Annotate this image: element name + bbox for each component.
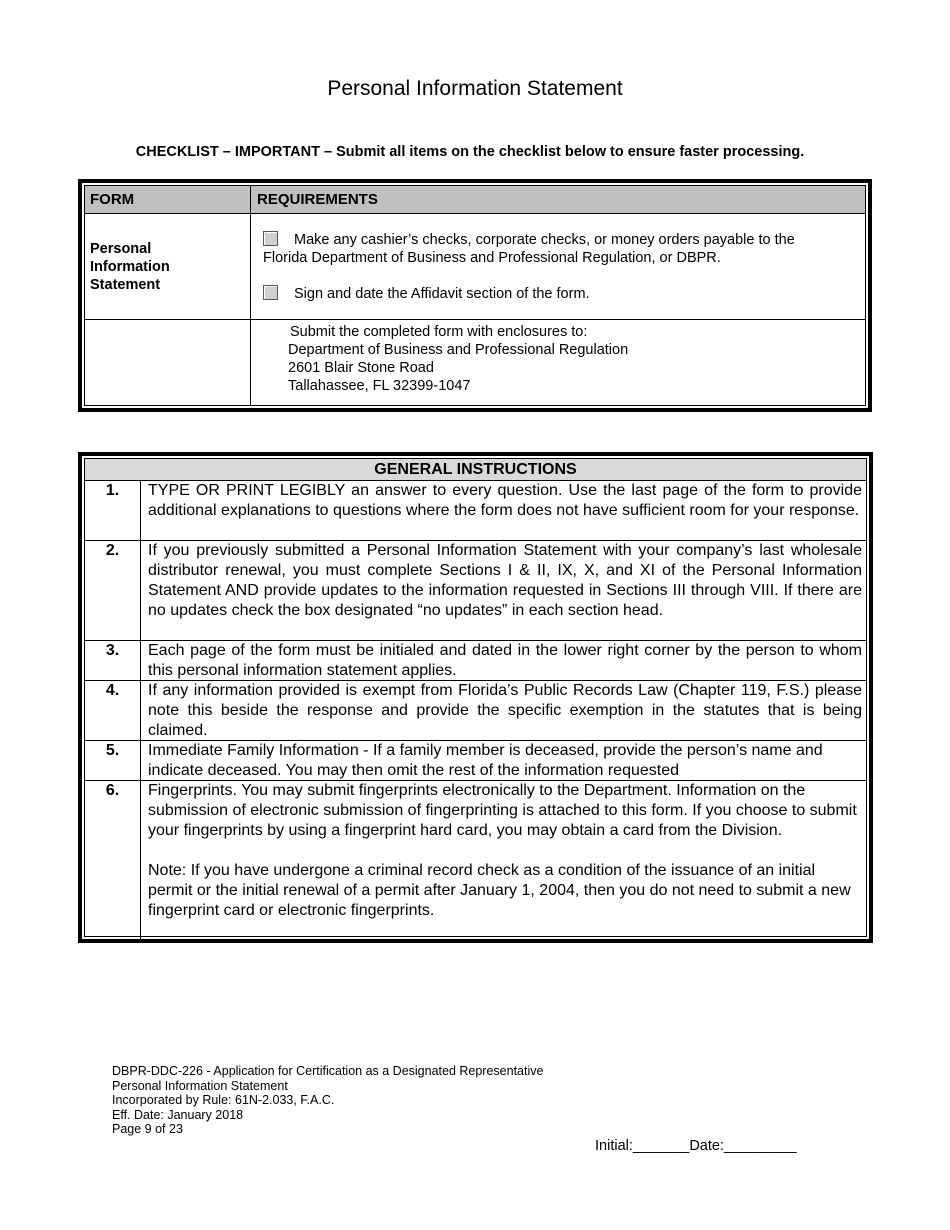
instruction-row: 2. If you previously submitted a Personal Information Statement with your company’s last wholesale distributor renewal, you must complete Sections I & II, IX, X, and XI of the Personal Information Statement AND provide updates to the information requested in Sections III through VIII. If there are no updates check the box designated “no updates” in each section head.: [85, 541, 866, 641]
checklist-header-row: [85, 186, 865, 214]
instruction-row: 3. Each page of the form must be initialed and dated in the lower right corner by the person to whom this personal information statement applies.: [85, 641, 866, 681]
page-title: Personal Information Statement: [327, 77, 623, 100]
requirement-item: Make any cashier’s checks, corporate checks, or money orders payable to the Florida Department of Business and Professional Regulation, or DBPR.: [263, 232, 795, 266]
checklist-note: CHECKLIST – IMPORTANT – Submit all items on the checklist below to ensure faster processing.: [135, 144, 805, 160]
col-requirements-header: REQUIREMENTS: [257, 191, 378, 208]
initial-date-line: Initial:_______Date:_________: [595, 1138, 797, 1154]
form-footer: DBPR-DDC-226 - Application for Certification as a Designated Representative Personal Information Statement Incorporated by Rule: 61N-2.033, F.A.C. Eff. Date: January 2018 Page 9 of 23: [112, 1064, 544, 1136]
instruction-row: 4. If any information provided is exempt from Florida’s Public Records Law (Chapter 119, F.S.) please note this beside the response and provide the specific exemption in the statutes that is being claimed.: [85, 681, 866, 741]
checkbox-payment[interactable]: [263, 231, 278, 246]
instruction-row: 5. Immediate Family Information - If a family member is deceased, provide the person’s name and indicate deceased. You may then omit the rest of the information requested: [85, 741, 866, 781]
instruction-row: 6. Fingerprints. You may submit fingerprints electronically to the Department. Information on the submission of electronic submission of fingerprinting is attached to this form. If you choose to submit your fingerprints by using a fingerprint hard card, you may obtain a card from the Division. Note: If you have undergone a criminal record check as a condition of the issuance of an initial permit or the initial renewal of a permit after January 1, 2004, then you do not need to submit a new fingerprint card or electronic fingerprints.: [85, 781, 866, 941]
general-instructions-heading: GENERAL INSTRUCTIONS: [85, 459, 866, 481]
col-form-header: FORM: [90, 191, 135, 208]
instruction-row: 1. TYPE OR PRINT LEGIBLY an answer to every question. Use the last page of the form to provide additional explanations to questions where the form does not have sufficient room for your response.: [85, 481, 866, 541]
general-instructions-table: [78, 452, 873, 943]
checklist-table: [78, 179, 872, 412]
requirement-item: Sign and date the Affidavit section of the form.: [263, 285, 590, 303]
mailing-address: Submit the completed form with enclosures to: Department of Business and Professional Regulation 2601 Blair Stone Road Tallahassee, FL 32399-1047: [288, 324, 629, 394]
checkbox-sign-affidavit[interactable]: [263, 285, 278, 300]
form-name: Personal Information Statement: [90, 241, 170, 293]
